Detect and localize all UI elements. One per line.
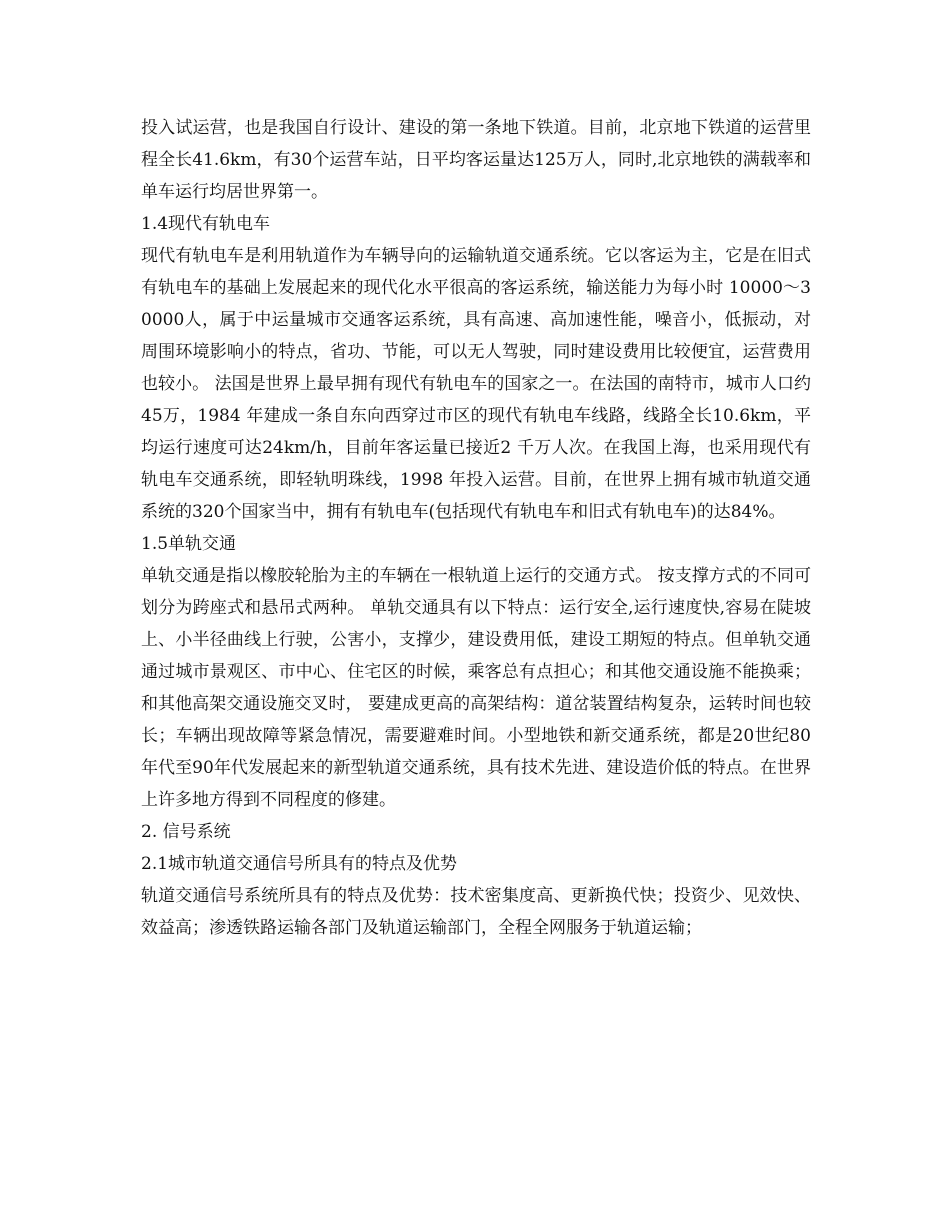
section-heading-modern-tram: 1.4现代有轨电车: [141, 214, 271, 234]
subsection-heading-signal-features: 2.1城市轨道交通信号所具有的特点及优势: [141, 854, 458, 874]
paragraph-monorail: 单轨交通是指以橡胶轮胎为主的车辆在一根轨道上运行的交通方式。 按支撑方式的不同可划分为跨座式和悬吊式两种。 单轨交通具有以下特点：运行安全,运行速度快,容易在陡坡上、小半径曲线上行驶，公害小，支撑少，建设费用低，建设工期短的特点。但单轨交通通过城市景观区、市中心、住宅区的时候，乘客总有点担心；和其他交通设施不能换乘；和其他高架交通设施交叉时， 要建成更高的高架结构：道岔装置结构复杂，运转时间也较长；车辆出现故障等紧急情况，需要避难时间。小型地铁和新交通系统，都是20世纪80年代至90年代发展起来的新型轨道交通系统，具有技术先进、建设造价低的特点。在世界上许多地方得到不同程度的修建。: [141, 566, 811, 810]
document-body: [141, 112, 811, 944]
paragraph-modern-tram: 现代有轨电车是利用轨道作为车辆导向的运输轨道交通系统。它以客运为主，它是在旧式有轨电车的基础上发展起来的现代化水平很高的客运系统，输送能力为每小时 10000～30000人，属于中运量城市交通客运系统，具有高速、高加速性能，噪音小，低振动，对周围环境影响小的特点，省功、节能，可以无人驾驶，同时建设费用比较便宜，运营费用也较小。 法国是世界上最早拥有现代有轨电车的国家之一。在法国的南特市，城市人口约45万，1984 年建成一条自东向西穿过市区的现代有轨电车线路，线路全长10.6km，平均运行速度可达24km/h，目前年客运量已接近2 千万人次。在我国上海，也采用现代有轨电车交通系统，即轻轨明珠线，1998 年投入运营。目前，在世界上拥有城市轨道交通系统的320个国家当中，拥有有轨电车(包括现代有轨电车和旧式有轨电车)的达84%。: [141, 246, 811, 522]
section-heading-signal-system: 2. 信号系统: [141, 822, 231, 842]
paragraph-signal-features: 轨道交通信号系统所具有的特点及优势：技术密集度高、更新换代快；投资少、见效快、效益高；渗透铁路运输各部门及轨道运输部门，全程全网服务于轨道运输；: [141, 886, 811, 938]
paragraph-beijing-subway: 投入试运营，也是我国自行设计、建设的第一条地下铁道。目前，北京地下铁道的运营里程全长41.6km，有30个运营车站，日平均客运量达125万人，同时,北京地铁的满载率和单车运行均居世界第一。: [141, 118, 811, 202]
section-heading-monorail: 1.5单轨交通: [141, 534, 237, 554]
